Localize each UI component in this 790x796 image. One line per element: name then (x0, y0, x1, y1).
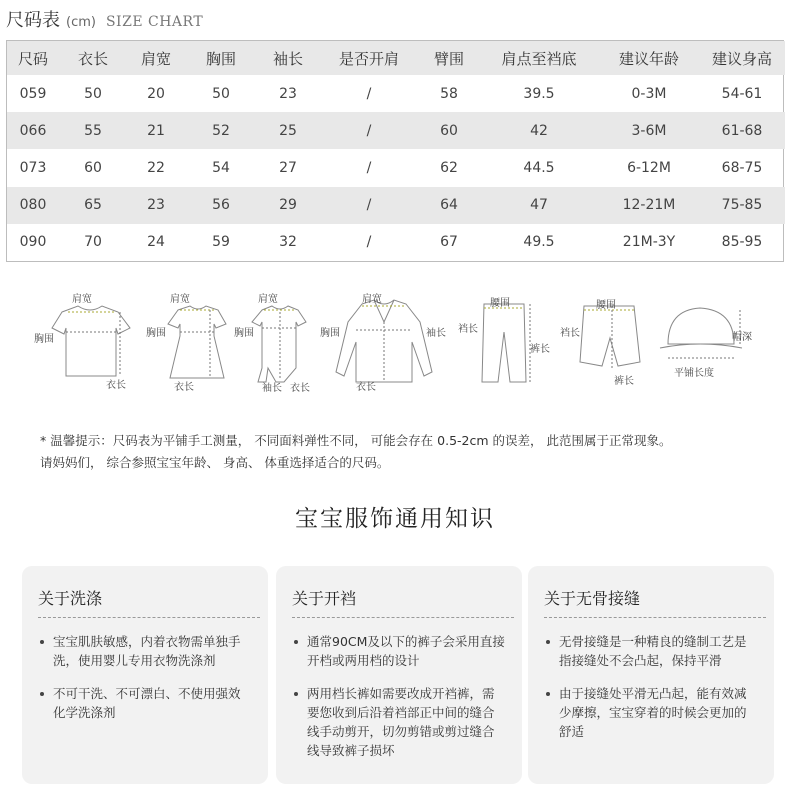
table-cell: 3-6M (599, 112, 699, 149)
list-item: 两用档长裤如需要改成开裆裤，需要您收到后沿着裆部正中间的缝合线手动剪开，切勿剪错或剪过缝合线导致裤子损坏 (292, 684, 506, 760)
care-card-washing (22, 566, 268, 784)
table-cell: 090 (19, 234, 47, 251)
table-cell: 59 (212, 234, 230, 251)
table-cell: 61-68 (699, 112, 785, 149)
bullet-icon (546, 692, 550, 696)
shorts-waist-label: 腰围 (596, 300, 616, 311)
column-header: 肩点至裆底 (479, 41, 599, 75)
list-item: 无骨接缝是一种精良的缝制工艺是指接缝处不会凸起，保持平滑 (544, 632, 758, 670)
bullet-icon (546, 640, 550, 644)
table-row (7, 149, 785, 186)
bullet-icon (294, 640, 298, 644)
pants-icon (482, 304, 530, 382)
hat-flat-label: 平铺长度 (674, 368, 714, 379)
tshirt-icon (52, 306, 130, 376)
card-list (38, 632, 252, 722)
table-row (7, 75, 785, 112)
table-cell: 42 (479, 112, 599, 149)
bullet-icon (40, 692, 44, 696)
table-cell: 27 (279, 159, 297, 176)
note-line-1: * 温馨提示：尺码表为平铺手工测量， 不同面料弹性不同， 可能会存在 0.5-2cm 的误差， 此范围属于正常现象。 (40, 433, 672, 448)
table-cell: 75-85 (699, 187, 785, 224)
table-cell: 059 (19, 85, 47, 102)
romper-sleeve-label: 袖长 (262, 383, 282, 394)
hat-icon (660, 308, 742, 358)
table-cell: 12-21M (599, 187, 699, 224)
table-cell: 32 (279, 234, 297, 251)
tshirt-shoulder-label: 肩宽 (72, 294, 92, 305)
table-cell: 073 (19, 159, 47, 176)
table-cell: 50 (84, 85, 102, 102)
table-cell: 21M-3Y (622, 234, 676, 251)
table-cell: 6-12M (627, 159, 671, 176)
column-header: 衣长 (59, 41, 127, 75)
note-line-2: 请妈妈们， 综合参照宝宝年龄、 身高、 体重选择适合的尺码。 (40, 455, 390, 470)
dress-length-label: 衣长 (174, 382, 194, 393)
tshirt-length-label: 衣长 (106, 380, 126, 391)
table-cell: 49.5 (523, 234, 555, 251)
table-cell: 58 (440, 85, 458, 102)
table-cell: 47 (479, 187, 599, 224)
card-list (544, 632, 758, 741)
table-cell: 50 (212, 85, 230, 102)
table-cell: / (319, 187, 419, 224)
list-item: 宝宝肌肤敏感，内着衣物需单独手洗，使用婴儿专用衣物洗涤剂 (38, 632, 252, 670)
table-cell: 54-61 (721, 85, 763, 102)
table-cell: 22 (147, 159, 165, 176)
romper-chest-label: 胸围 (234, 328, 254, 339)
table-cell: 52 (185, 112, 257, 149)
jacket-shoulder-label: 肩宽 (362, 294, 382, 305)
column-header: 袖长 (257, 41, 319, 75)
care-card-seamless (528, 566, 774, 784)
column-header: 建议年龄 (599, 41, 699, 75)
column-header: 建议身高 (699, 41, 785, 75)
shorts-icon (580, 306, 640, 370)
table-cell: 39.5 (523, 85, 555, 102)
column-header: 胸围 (185, 41, 257, 75)
table-cell: / (319, 112, 419, 149)
table-cell: 65 (59, 187, 127, 224)
card-title: 关于无骨接缝 (544, 586, 766, 618)
table-header-row (7, 41, 785, 75)
table-cell: 60 (84, 159, 102, 176)
table-cell: 70 (84, 234, 102, 251)
tshirt-chest-label: 胸围 (34, 334, 54, 345)
measurement-illustrations (0, 282, 790, 402)
table-cell: 85-95 (721, 234, 763, 251)
table-cell: 67 (440, 234, 458, 251)
jacket-chest-label: 胸围 (320, 328, 340, 339)
size-chart-title-en: SIZE CHART (105, 14, 204, 30)
table-cell: / (366, 234, 372, 251)
table-cell: 29 (257, 187, 319, 224)
list-item: 由于接缝处平滑无凸起，能有效减少摩擦，宝宝穿着的时候会更加的舒适 (544, 684, 758, 741)
column-header: 肩宽 (127, 41, 185, 75)
dress-shoulder-label: 肩宽 (170, 294, 190, 305)
table-cell: 68-75 (721, 159, 763, 176)
bullet-icon (40, 640, 44, 644)
romper-shoulder-label: 肩宽 (258, 294, 278, 305)
table-cell: 066 (7, 112, 59, 149)
list-item: 通常90CM及以下的裤子会采用直接开档或两用档的设计 (292, 632, 506, 670)
column-header: 臂围 (419, 41, 479, 75)
table-cell: / (366, 159, 372, 176)
card-list (292, 632, 506, 760)
hat-depth-label: 帽深 (732, 332, 752, 343)
size-chart-unit: (cm) (66, 15, 96, 30)
table-cell: / (366, 85, 372, 102)
care-card-open-crotch (276, 566, 522, 784)
list-item: 不可干洗、不可漂白、不使用强效化学洗涤剂 (38, 684, 252, 722)
section-title: 宝宝服饰通用知识 (295, 506, 495, 532)
table-cell: 0-3M (631, 85, 667, 102)
table-cell: 62 (440, 159, 458, 176)
table-cell: 64 (419, 187, 479, 224)
pants-waist-label: 腰围 (490, 298, 510, 309)
measurement-note (40, 430, 770, 474)
column-header: 是否开肩 (319, 41, 419, 75)
table-cell: 21 (127, 112, 185, 149)
shorts-inseam-label: 裤长 (614, 376, 634, 387)
dress-chest-label: 胸围 (146, 328, 166, 339)
table-row (7, 224, 785, 261)
bullet-icon (294, 692, 298, 696)
table-cell: 23 (127, 187, 185, 224)
table-cell: 20 (147, 85, 165, 102)
table-cell: 24 (147, 234, 165, 251)
size-chart-title: 尺码表 (6, 10, 60, 31)
card-title: 关于洗涤 (38, 586, 260, 618)
table-cell: 23 (279, 85, 297, 102)
romper-icon (252, 306, 306, 382)
table-row (7, 187, 785, 224)
card-title: 关于开裆 (292, 586, 514, 618)
jacket-icon (336, 300, 432, 382)
table-cell: 55 (59, 112, 127, 149)
table-row (7, 112, 785, 149)
pants-hip-label: 裆长 (458, 324, 478, 335)
romper-length-label: 衣长 (290, 383, 310, 394)
size-table-grid (7, 41, 785, 261)
jacket-sleeve-label: 袖长 (426, 328, 446, 339)
pants-inseam-label: 裤长 (530, 344, 550, 355)
table-cell: 44.5 (523, 159, 555, 176)
dress-icon (168, 306, 226, 378)
column-header: 尺码 (7, 41, 59, 75)
shorts-hip-label: 裆长 (560, 328, 580, 339)
size-table (6, 40, 784, 262)
table-cell: 60 (419, 112, 479, 149)
table-cell: 56 (185, 187, 257, 224)
table-cell: 25 (257, 112, 319, 149)
table-cell: 080 (7, 187, 59, 224)
size-chart-header (6, 6, 203, 30)
table-cell: 54 (212, 159, 230, 176)
jacket-length-label: 衣长 (356, 382, 376, 393)
